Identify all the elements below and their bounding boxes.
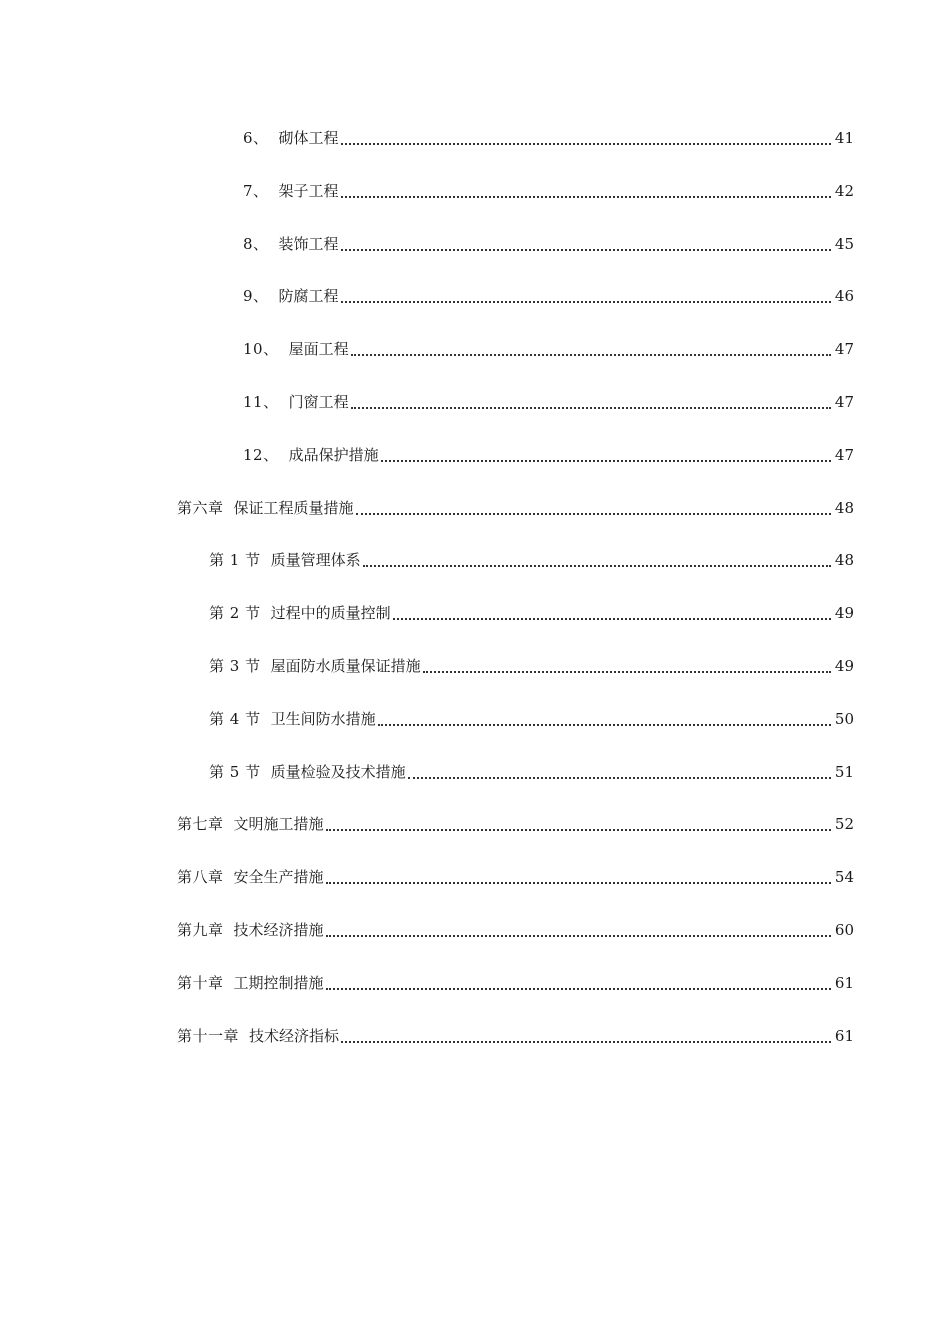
toc-entry-page: 47 bbox=[834, 445, 854, 464]
toc-entry-title: 工期控制措施 bbox=[233, 973, 324, 992]
dot-leader bbox=[341, 196, 831, 198]
dot-leader bbox=[341, 1041, 831, 1043]
toc-entry-title: 屋面工程 bbox=[288, 340, 349, 359]
toc-entry-number: 第八章 bbox=[177, 868, 224, 887]
toc-entry-chapter-9[interactable] bbox=[177, 918, 854, 942]
toc-entry-number: 7、 bbox=[243, 181, 269, 200]
toc-entry-number: 第 4 节 bbox=[209, 709, 261, 728]
toc-entry-6-masonry[interactable] bbox=[243, 126, 854, 150]
toc-entry-chapter-10[interactable] bbox=[177, 971, 854, 995]
toc-entry-number: 10、 bbox=[243, 340, 279, 359]
toc-entry-chapter-6[interactable] bbox=[177, 496, 854, 520]
toc-entry-page: 45 bbox=[834, 234, 854, 253]
toc-entry-number: 第七章 bbox=[177, 815, 224, 834]
toc-entry-page: 54 bbox=[834, 868, 854, 887]
toc-entry-9-anticorrosion[interactable] bbox=[243, 284, 854, 308]
toc-entry-number: 第九章 bbox=[177, 921, 224, 939]
toc-entry-number: 第 2 节 bbox=[209, 604, 261, 623]
toc-entry-page: 47 bbox=[834, 340, 854, 359]
toc-entry-page: 49 bbox=[834, 657, 854, 675]
toc-entry-page: 42 bbox=[834, 181, 854, 200]
toc-entry-10-roofing[interactable] bbox=[243, 337, 854, 361]
toc-entry-section-3[interactable] bbox=[209, 654, 854, 678]
toc-entry-number: 8、 bbox=[243, 234, 269, 253]
dot-leader bbox=[341, 249, 831, 251]
toc-entry-title: 技术经济措施 bbox=[233, 921, 324, 939]
toc-entry-number: 第 3 节 bbox=[209, 657, 261, 675]
toc-entry-page: 61 bbox=[834, 1026, 854, 1045]
toc-entry-title: 技术经济指标 bbox=[249, 1026, 340, 1045]
toc-entry-title: 门窗工程 bbox=[288, 393, 349, 411]
toc-entry-number: 第 5 节 bbox=[209, 762, 261, 781]
toc-entry-title: 质量管理体系 bbox=[270, 551, 361, 570]
toc-entry-page: 61 bbox=[834, 973, 854, 992]
dot-leader bbox=[351, 407, 831, 409]
toc-entry-number: 12、 bbox=[243, 445, 279, 464]
toc-entry-page: 52 bbox=[834, 815, 854, 834]
toc-entry-page: 41 bbox=[834, 129, 854, 147]
toc-entry-title: 卫生间防水措施 bbox=[270, 709, 376, 728]
dot-leader bbox=[326, 882, 831, 884]
toc-entry-page: 46 bbox=[834, 287, 854, 306]
toc-entry-section-1[interactable] bbox=[209, 548, 854, 572]
dot-leader bbox=[326, 935, 831, 937]
toc-entry-11-doors-windows[interactable] bbox=[243, 390, 854, 414]
toc-entry-title: 安全生产措施 bbox=[233, 868, 324, 887]
toc-entry-number: 6、 bbox=[243, 129, 269, 147]
toc-entry-page: 49 bbox=[834, 604, 854, 623]
toc-entry-number: 11、 bbox=[243, 393, 279, 411]
toc-entry-12-product-protection[interactable] bbox=[243, 443, 854, 467]
toc-entry-section-4[interactable] bbox=[209, 707, 854, 731]
dot-leader bbox=[341, 143, 831, 145]
dot-leader bbox=[326, 829, 831, 831]
toc-entry-title: 过程中的质量控制 bbox=[270, 604, 391, 623]
toc-entry-section-2[interactable] bbox=[209, 601, 854, 625]
toc-entry-page: 48 bbox=[834, 498, 854, 517]
toc-entry-title: 文明施工措施 bbox=[233, 815, 324, 834]
toc-entry-chapter-7[interactable] bbox=[177, 812, 854, 836]
toc-entry-7-scaffolding[interactable] bbox=[243, 179, 854, 203]
toc-entry-title: 屋面防水质量保证措施 bbox=[270, 657, 421, 675]
toc-entry-page: 51 bbox=[834, 762, 854, 781]
toc-entry-chapter-11[interactable] bbox=[177, 1024, 854, 1048]
dot-leader bbox=[393, 618, 831, 620]
dot-leader bbox=[408, 777, 831, 779]
dot-leader bbox=[423, 671, 831, 673]
toc-entry-title: 架子工程 bbox=[278, 181, 339, 200]
toc-entry-number: 第 1 节 bbox=[209, 551, 261, 570]
toc-entry-title: 装饰工程 bbox=[278, 234, 339, 253]
toc-entry-title: 保证工程质量措施 bbox=[233, 498, 354, 517]
toc-entry-title: 质量检验及技术措施 bbox=[270, 762, 406, 781]
dot-leader bbox=[341, 301, 831, 303]
toc-entry-page: 48 bbox=[834, 551, 854, 570]
toc-entry-title: 砌体工程 bbox=[278, 129, 339, 147]
toc-entry-page: 60 bbox=[834, 921, 854, 939]
toc-entry-page: 47 bbox=[834, 393, 854, 411]
toc-entry-title: 防腐工程 bbox=[278, 287, 339, 306]
dot-leader bbox=[381, 460, 831, 462]
dot-leader bbox=[351, 354, 831, 356]
toc-entry-title: 成品保护措施 bbox=[288, 445, 379, 464]
toc-entry-number: 第十章 bbox=[177, 973, 224, 992]
dot-leader bbox=[363, 565, 831, 567]
toc-entry-8-decoration[interactable] bbox=[243, 232, 854, 256]
toc-entry-number: 第十一章 bbox=[177, 1026, 240, 1045]
toc-entry-number: 9、 bbox=[243, 287, 269, 306]
toc-entry-section-5[interactable] bbox=[209, 760, 854, 784]
dot-leader bbox=[326, 988, 831, 990]
dot-leader bbox=[378, 724, 831, 726]
dot-leader bbox=[356, 513, 831, 515]
toc-entry-number: 第六章 bbox=[177, 498, 224, 517]
toc-entry-chapter-8[interactable] bbox=[177, 865, 854, 889]
toc-entry-page: 50 bbox=[834, 709, 854, 728]
